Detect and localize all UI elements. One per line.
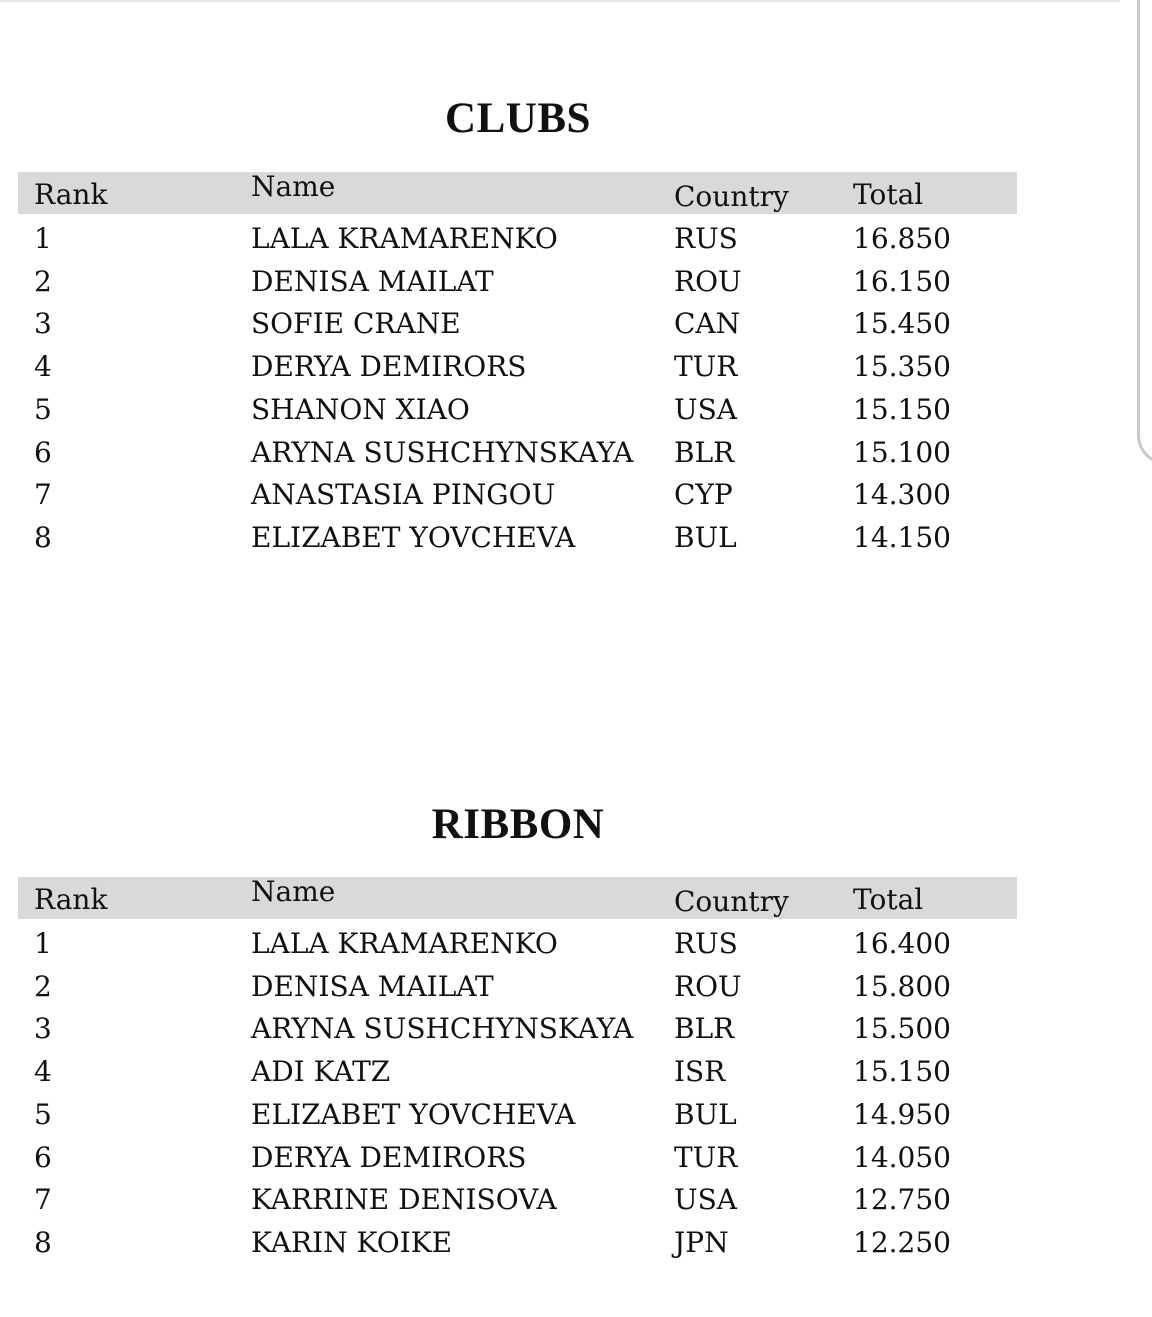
table-row [0, 222, 1030, 264]
table-row [0, 393, 1030, 435]
cell-country: TUR [674, 1141, 738, 1174]
cell-name: LALA KRAMARENKO [251, 222, 558, 255]
cell-total: 15.500 [853, 1012, 951, 1045]
cell-total: 14.150 [853, 521, 951, 554]
cell-total: 12.750 [853, 1183, 951, 1216]
cell-country: BLR [674, 436, 735, 469]
table-row [0, 436, 1030, 478]
cell-total: 15.800 [853, 970, 951, 1003]
cell-total: 14.300 [853, 478, 951, 511]
cell-country: BLR [674, 1012, 735, 1045]
cell-rank: 4 [34, 1055, 52, 1088]
cell-rank: 7 [34, 1183, 52, 1216]
cell-rank: 1 [34, 927, 52, 960]
table-row [0, 307, 1030, 349]
cell-total: 15.100 [853, 436, 951, 469]
table-row [0, 1055, 1030, 1097]
cell-total: 16.400 [853, 927, 951, 960]
cell-name: ELIZABET YOVCHEVA [251, 1098, 576, 1131]
cell-total: 15.150 [853, 393, 951, 426]
header-name: Name [251, 170, 336, 203]
cell-rank: 6 [34, 1141, 52, 1174]
cell-country: BUL [674, 1098, 737, 1131]
cell-name: KARRINE DENISOVA [251, 1183, 557, 1216]
table-row [0, 350, 1030, 392]
section-title: CLUBS [445, 95, 591, 142]
header-name: Name [251, 875, 336, 908]
table-row [0, 521, 1030, 563]
cell-name: DERYA DEMIRORS [251, 350, 527, 383]
header-rank: Rank [34, 883, 108, 916]
table-row [0, 265, 1030, 307]
cell-country: CYP [674, 478, 733, 511]
cell-rank: 5 [34, 1098, 52, 1131]
cell-country: TUR [674, 350, 738, 383]
cell-rank: 5 [34, 393, 52, 426]
cell-total: 15.450 [853, 307, 951, 340]
cell-rank: 1 [34, 222, 52, 255]
cell-name: DENISA MAILAT [251, 265, 494, 298]
cell-name: ADI KATZ [251, 1055, 391, 1088]
side-panel-edge [1137, 0, 1152, 465]
header-country: Country [674, 180, 789, 213]
table-row [0, 927, 1030, 969]
page-top-divider [0, 0, 1120, 2]
cell-name: LALA KRAMARENKO [251, 927, 558, 960]
cell-rank: 8 [34, 1226, 52, 1259]
cell-country: ROU [674, 265, 742, 298]
cell-country: ROU [674, 970, 742, 1003]
cell-country: ISR [674, 1055, 726, 1088]
table-row [0, 970, 1030, 1012]
cell-rank: 8 [34, 521, 52, 554]
cell-country: USA [674, 393, 737, 426]
cell-name: ANASTASIA PINGOU [251, 478, 556, 511]
table-header-labels [0, 877, 1030, 919]
cell-name: DENISA MAILAT [251, 970, 494, 1003]
cell-country: RUS [674, 927, 738, 960]
cell-country: CAN [674, 307, 741, 340]
cell-name: SOFIE CRANE [251, 307, 461, 340]
cell-rank: 4 [34, 350, 52, 383]
section-title: RIBBON [431, 801, 605, 848]
cell-country: RUS [674, 222, 738, 255]
header-country: Country [674, 885, 789, 918]
cell-country: JPN [674, 1226, 729, 1259]
table-header-labels [0, 172, 1030, 214]
cell-rank: 3 [34, 307, 52, 340]
cell-total: 16.850 [853, 222, 951, 255]
cell-country: BUL [674, 521, 737, 554]
cell-rank: 3 [34, 1012, 52, 1045]
cell-rank: 2 [34, 265, 52, 298]
cell-name: ARYNA SUSHCHYNSKAYA [251, 436, 634, 469]
header-total: Total [853, 883, 924, 916]
cell-name: ELIZABET YOVCHEVA [251, 521, 576, 554]
cell-rank: 6 [34, 436, 52, 469]
table-row [0, 1012, 1030, 1054]
cell-rank: 2 [34, 970, 52, 1003]
table-row [0, 1141, 1030, 1183]
cell-name: ARYNA SUSHCHYNSKAYA [251, 1012, 634, 1045]
table-row [0, 1226, 1030, 1268]
cell-total: 15.150 [853, 1055, 951, 1088]
cell-total: 16.150 [853, 265, 951, 298]
cell-total: 12.250 [853, 1226, 951, 1259]
table-row [0, 1183, 1030, 1225]
cell-name: SHANON XIAO [251, 393, 470, 426]
cell-name: DERYA DEMIRORS [251, 1141, 527, 1174]
cell-total: 15.350 [853, 350, 951, 383]
table-row [0, 1098, 1030, 1140]
table-row [0, 478, 1030, 520]
cell-total: 14.950 [853, 1098, 951, 1131]
cell-total: 14.050 [853, 1141, 951, 1174]
cell-name: KARIN KOIKE [251, 1226, 453, 1259]
header-rank: Rank [34, 178, 108, 211]
header-total: Total [853, 178, 924, 211]
cell-rank: 7 [34, 478, 52, 511]
cell-country: USA [674, 1183, 737, 1216]
